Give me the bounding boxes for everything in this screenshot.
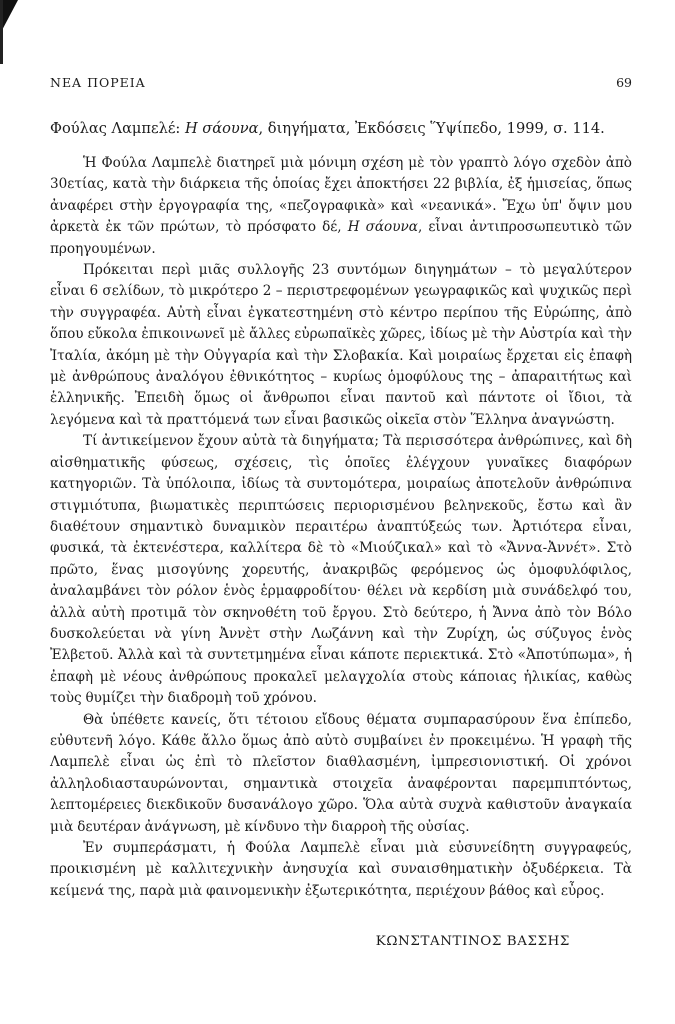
review-body (50, 153, 632, 902)
page-number: 69 (616, 75, 632, 90)
citation-book-title: Η σάουνα (184, 120, 259, 137)
scan-page-edge (0, 0, 3, 64)
paragraph-5: Ἐν συμπεράσματι, ἡ Φούλα Λαμπελὲ εἶναι μιὰ εὐσυνείδητη συγγραφεύς, προικισμένη μὲ καλλιτεχνικὴν ἀνησυχία καὶ συναισθηματικὴν ὀξυδέρκεια. Τὰ κείμενά της, παρὰ μιὰ φαινομενικὴν ἐξωτερικότητα, περιέχουν βάθος καὶ εὖρος. (50, 840, 632, 899)
paragraph-1 (50, 153, 632, 260)
citation-author: Φούλας Λαμπελέ: (50, 120, 185, 137)
book-citation (50, 118, 632, 140)
paragraph-1-book-title: Η σάουνα (347, 219, 418, 236)
page (50, 0, 632, 1024)
citation-details: , διηγήματα, Ἐκδόσεις Ὕψίπεδο, 1999, σ. 114. (258, 120, 605, 137)
paragraph-1-text-a: Ἡ Φούλα Λαμπελὲ διατηρεῖ μιὰ μόνιμη σχέση μὲ τὸν γραπτὸ λόγο σχεδὸν ἀπὸ 30ετίας, κατὰ τὴν διάρκεια τῆς ὁποίας ἔχει ἀποκτήσει 22 βιβλία, ἐξ ἡμισείας, ὅπως ἀναφέρει στὴν ἐργογραφία της, «πεζογραφικὰ» καὶ «νεανικά». Ἔχω ὑπ' ὄψιν μου ἀρκετὰ ἐκ τῶν πρώτων, τὸ πρόσφατο δέ, (50, 155, 632, 236)
paragraph-4: Θὰ ὑπέθετε κανείς, ὅτι τέτοιου εἴδους θέματα συμπαρασύρουν ἕνα ἐπίπεδο, εὐθυτενῆ λόγο. Κάθε ἄλλο ὅμως ἀπὸ αὐτὸ συμβαίνει ἐν προκειμένω. Ἡ γραφὴ τῆς Λαμπελὲ εἶναι ὡς ἐπὶ τὸ πλεῖστον διαθλασμένη, ἰμπρεσιονιστική. Οἱ χρόνοι ἀλληλοδιασταυρώνονται, σημαντικὰ στοιχεῖα ἀναφέρονται παρεμπιπτόντως, λεπτομέρειες διεκδικοῦν δυσανάλογο χῶρο. Ὅλα αὐτὰ συχνὰ καθιστοῦν ἀναγκαία μιὰ δευτέραν ἀνάγνωση, μὲ κίνδυνο τὴν διαρροὴ τῆς οὐσίας. (50, 711, 632, 835)
journal-title: ΝΕΑ ΠΟΡΕΙΑ (50, 75, 146, 90)
paragraph-2: Πρόκειται περὶ μιᾶς συλλογῆς 23 συντόμων διηγημάτων – τὸ μεγαλύτερον εἶναι 6 σελίδων, τὸ μικρότερο 2 – περιστρεφομένων γεωγραφικῶς καὶ ψυχικῶς περὶ τὴν συγγραφέα. Αὐτὴ εἶναι ἐγκατεστημένη στὸ κέντρο περίπου τῆς Εὐρώπης, ἀπὸ ὅπου εὔκολα ἐπικοινωνεῖ μὲ ἄλλες εὐρωπαϊκὲς χῶρες, ἰδίως μὲ τὴν Αὐστρία καὶ τὴν Ἰταλία, ἀκόμη μὲ τὴν Οὐγγαρία καὶ τὴν Σλοβακία. Καὶ μοιραίως ἔρχεται εἰς ἐπαφὴ μὲ ἀνθρώπους ἀναλόγου ἐθνικότητος – κυρίως ὁμοφύλους της – ἀπαραιτήτως καὶ ἑλληνικῆς. Ἐπειδὴ ὅμως οἱ ἄνθρωποι εἶναι παντοῦ καὶ πάντοτε οἱ ἴδιοι, τὰ λεγόμενα καὶ τὰ πραττόμενά των εἶναι βασικῶς οἰκεῖα στὸν Ἕλληνα ἀναγνώστη. (50, 262, 632, 428)
paragraph-3: Τί ἀντικείμενον ἔχουν αὐτὰ τὰ διηγήματα; Τὰ περισσότερα ἀνθρώπινες, καὶ δὴ αἰσθηματικῆς φύσεως, σχέσεις, τὶς ὁποῖες ἐλέγχουν γυναῖκες διαφόρων κατηγοριῶν. Τὰ ὑπόλοιπα, ἰδίως τὰ συντομότερα, μοιραίως ἀποτελοῦν ἀνθρώπινα στιγμιότυπα, βιωματικὲς περιπτώσεις περιορισμένου βεληνεκοῦς, ἔστω καὶ ἂν διαθέτουν σημαντικὸ δυναμικὸν περαιτέρω ἀναπτύξεώς των. Ἀρτιότερα εἶναι, φυσικά, τὰ ἐκτενέστερα, καλλίτερα δὲ τὸ «Μιούζικαλ» καὶ τὸ «Ἄννα-Ἀννέτ». Στὸ πρῶτο, ἕνας μισογύνης χορευτής, ἀνακριβῶς φερόμενος ὡς ὁμοφυλόφιλος, ἀναλαμβάνει τὸν ρόλον ἑνὸς ἑρμαφροδίτου· θέλει νὰ κερδίση μιὰ συνάδελφό του, ἀλλὰ αὐτὴ προτιμᾶ τὸν σκηνοθέτη τοῦ ἔργου. Στὸ δεύτερο, ἡ Ἄννα ἀπὸ τὸν Βόλο δυσκολεύεται νὰ γίνη Ἀννὲτ στὴν Λωζάννη καὶ τὴν Ζυρίχη, ὡς σύζυγος ἑνὸς Ἐλβετοῦ. Ἀλλὰ καὶ τὰ συντετμημένα εἶναι κάποτε περιεκτικά. Στὸ «Ἀποτύπωμα», ἡ ἐπαφὴ μὲ νέους ἀνθρώπους προκαλεῖ μελαγχολία στοὺς κάποιας ἡλικίας, καθὼς τοὺς θυμίζει τὴν διαδρομὴ τοῦ χρόνου. (50, 433, 632, 707)
running-head (50, 75, 632, 91)
reviewer-signature: ΚΩΝΣΤΑΝΤΙΝΟΣ ΒΑΣΣΗΣ (375, 934, 570, 949)
paragraph-1-text-b: , εἶναι ἀντιπροσωπευτικὸ τῶν προηγουμένων. (50, 219, 632, 257)
